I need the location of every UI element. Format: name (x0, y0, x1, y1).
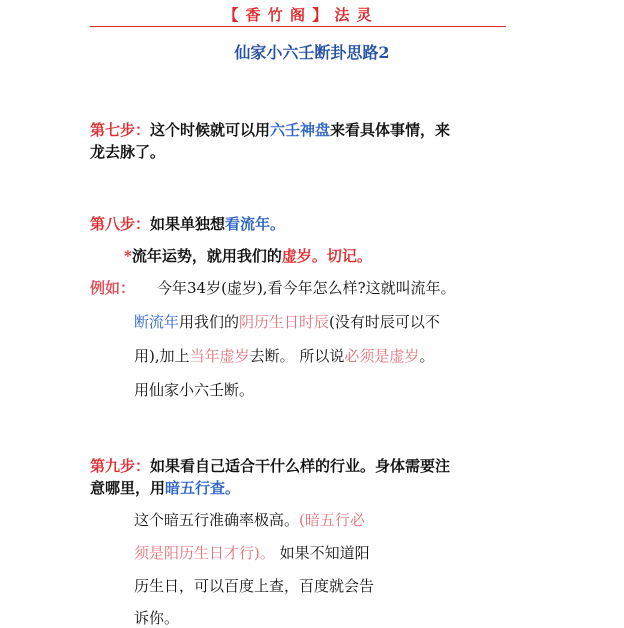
step8-detail-line3: 用仙家小六壬断。 (134, 381, 255, 399)
detail2-end: 。 (419, 347, 435, 365)
step9-text: 如果看自己适合干什么样的行业。身体需要注 (150, 457, 451, 475)
step9-highlight: 暗五行查。 (165, 479, 241, 497)
step7-label: 第七步： (90, 121, 151, 139)
detail2-text2: 去断。 所以说 (249, 347, 345, 365)
step7-text: 这个时候就可以用 (150, 121, 271, 139)
step8-note-text: 流年运势，就用我们的 (131, 247, 282, 265)
step8-detail-line2 (134, 346, 434, 366)
page-header: 【 香 竹 阁 】 法 灵 (90, 4, 506, 27)
example-label: 例如： (90, 279, 136, 297)
step8-example (90, 278, 456, 298)
detail2-text: 用),加上 (134, 347, 190, 365)
step7-text2: 来看具体事情，来 (330, 121, 451, 139)
step9-line2 (90, 478, 240, 498)
step8-text: 如果单独想 (150, 215, 226, 233)
step8-highlight: 看流年。 (225, 215, 286, 233)
star-icon: * (124, 247, 132, 265)
step8-note-hl1: 虚岁 (281, 247, 312, 265)
detail-pink: 阴历生日时辰 (239, 313, 330, 331)
step9-label: 第九步： (90, 457, 151, 475)
detail-text2: (没有时辰可以不 (329, 313, 440, 331)
example-text: 今年34岁(虚岁),看今年怎么样?这就叫流年。 (157, 279, 456, 297)
step9-detail-line2 (134, 543, 370, 563)
step8-detail-line1 (134, 312, 440, 332)
step9-detail-line4: 诉你。 (134, 609, 180, 627)
step7-line1 (90, 120, 450, 140)
step8-label: 第八步： (90, 215, 151, 233)
detail-blue: 断流年 (134, 313, 180, 331)
detail2-pink2: 必须是虚岁 (344, 347, 420, 365)
step8-line1 (90, 214, 285, 234)
step8-note-hl2: 。切记。 (311, 247, 372, 265)
step9-line2-text: 意哪里，用 (90, 479, 166, 497)
step8-note (124, 246, 372, 266)
step9-detail-line3: 历生日，可以百度上查，百度就会告 (134, 577, 375, 595)
step9-line1 (90, 456, 450, 476)
page-title: 仙家小六壬断卦思路2 (234, 43, 390, 62)
step9-detail-line1 (134, 510, 365, 530)
step9-d2-text: 如果不知道阳 (274, 544, 370, 562)
step9-d1-text: 这个暗五行准确率极高。 (134, 511, 300, 529)
detail-text: 用我们的 (179, 313, 240, 331)
step7-highlight: 六壬神盘 (270, 121, 331, 139)
step9-d2-pink: 须是阳历生日才行)。 (134, 544, 275, 562)
step7-line2: 龙去脉了。 (90, 143, 166, 161)
detail2-pink: 当年虚岁 (189, 347, 250, 365)
step9-d1-pink: (暗五行必 (299, 511, 365, 529)
